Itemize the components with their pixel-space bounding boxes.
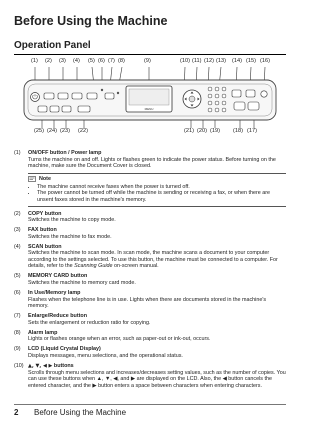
enlarge-reduce-button bbox=[105, 93, 114, 99]
list-item bbox=[14, 290, 286, 310]
callout-label: (18) bbox=[233, 128, 243, 134]
item-number: (5) bbox=[14, 273, 21, 280]
arrow-buttons-icon: ▲, ▼, ◀ ▶ bbox=[28, 362, 53, 369]
callout-label: (1) bbox=[31, 58, 38, 64]
list-item bbox=[14, 211, 286, 224]
note-bullet: • The power cannot be turned off while the machine is sending or receiving a fax, or when there are unsent faxes stored in the machine's memory. bbox=[37, 190, 286, 203]
callout-label: (2) bbox=[45, 58, 52, 64]
callout-label: (17) bbox=[247, 128, 257, 134]
item-number: (2) bbox=[14, 210, 21, 217]
fax-button bbox=[58, 93, 68, 99]
callout-label: (21) bbox=[184, 128, 194, 134]
callout-label: (10) bbox=[180, 58, 190, 64]
callout-label: (19) bbox=[210, 128, 220, 134]
list-item bbox=[14, 346, 286, 359]
callout-label: (14) bbox=[232, 58, 242, 64]
note-icon bbox=[28, 176, 36, 182]
item-number: (7) bbox=[14, 313, 21, 320]
scan-button bbox=[72, 93, 82, 99]
item-title: Enlarge/Reduce button bbox=[28, 313, 88, 320]
page-title: Before Using the Machine bbox=[14, 14, 168, 28]
page-footer bbox=[14, 404, 286, 417]
copy-button bbox=[44, 93, 54, 99]
callout-label: (4) bbox=[73, 58, 80, 64]
item-title: MEMORY CARD button bbox=[28, 273, 88, 280]
item-description: Turns the machine on and off. Lights or flashes green to indicate the power status. Before turning on the machine, make sure the Document Cover is closed. bbox=[28, 156, 276, 170]
panel-drawing bbox=[14, 66, 286, 132]
callout-label: (15) bbox=[246, 58, 256, 64]
item-description: Displays messages, menu selections, and the operational status. bbox=[28, 352, 183, 359]
list-item bbox=[14, 273, 286, 286]
item-list bbox=[14, 150, 286, 393]
callout-label: (7) bbox=[108, 58, 115, 64]
item-description: Switches the machine to copy mode. bbox=[28, 217, 116, 224]
callout-label: (12) bbox=[204, 58, 214, 64]
note-label: Note bbox=[39, 176, 51, 183]
item-number: (8) bbox=[14, 329, 21, 336]
item-description: Switches the machine to scan mode. In scan mode, the machine scans a document to your computer according to the settings selected. To use this button, the machine must be connected to a computer. For details, refer to the Scanning Guide on-screen manual. bbox=[28, 250, 278, 270]
callout-label: (16) bbox=[260, 58, 270, 64]
callout-label: (25) bbox=[34, 128, 44, 134]
item-description: Switches the machine to memory card mode. bbox=[28, 280, 136, 287]
note-bullets bbox=[28, 184, 286, 204]
section-title: Operation Panel bbox=[14, 40, 91, 51]
memory-card-button bbox=[87, 93, 97, 99]
list-item bbox=[14, 244, 286, 270]
footer-title: Before Using the Machine bbox=[34, 408, 127, 417]
section-rule bbox=[14, 54, 286, 55]
list-item bbox=[14, 330, 286, 343]
callout-label: (11) bbox=[192, 58, 202, 64]
item-number: (6) bbox=[14, 290, 21, 297]
diagram-bottom-labels bbox=[14, 128, 286, 138]
item-title: COPY button bbox=[28, 210, 62, 217]
item-description: Switches the machine to fax mode. bbox=[28, 233, 112, 240]
item-description: Scrolls through menu selections and increases/decreases setting values, such as the number of copies. You can use these buttons when ▲, ▼, ◀, and ▶ are displayed on the LCD. Also, the ◀ button cancels the entered character, and the ▶ button enters a space between characters when entering characters. bbox=[28, 369, 286, 389]
page-number: 2 bbox=[14, 408, 19, 417]
item-number: (3) bbox=[14, 227, 21, 234]
callout-label: (13) bbox=[216, 58, 226, 64]
operation-panel-diagram bbox=[14, 58, 286, 144]
list-item bbox=[14, 313, 286, 326]
item-title: Alarm lamp bbox=[28, 329, 58, 336]
item-description: Flashes when the telephone line is in use. Lights when there are documents stored in the machine's memory. bbox=[28, 296, 267, 310]
callout-label: (5) bbox=[88, 58, 95, 64]
callout-label: (22) bbox=[78, 128, 88, 134]
item-title: In Use/Memory lamp bbox=[28, 290, 81, 297]
power-button-icon bbox=[31, 93, 40, 102]
item-number: (10) bbox=[14, 362, 24, 369]
item-title: ON/OFF button / Power lamp bbox=[28, 150, 102, 156]
item-title: ▲, ▼, ◀ ▶ buttons bbox=[28, 362, 74, 369]
lcd-label: MENU bbox=[144, 107, 154, 111]
callout-label: (9) bbox=[144, 58, 151, 64]
list-item bbox=[14, 227, 286, 240]
list-item bbox=[14, 363, 286, 389]
item-title: FAX button bbox=[28, 227, 57, 234]
item-number: (4) bbox=[14, 243, 21, 250]
item-title: SCAN button bbox=[28, 243, 62, 250]
callout-label: (20) bbox=[197, 128, 207, 134]
callout-label: (3) bbox=[59, 58, 66, 64]
note-box bbox=[28, 173, 286, 206]
callout-label: (8) bbox=[118, 58, 125, 64]
item-title: LCD (Liquid Crystal Display) bbox=[28, 346, 101, 353]
note-bullet: • The machine cannot receive faxes when the power is turned off. bbox=[37, 184, 286, 191]
callout-label: (23) bbox=[60, 128, 70, 134]
list-item bbox=[14, 150, 286, 170]
item-description: Sets the enlargement or reduction ratio for copying. bbox=[28, 319, 151, 326]
item-number: (9) bbox=[14, 346, 21, 353]
stop-button-icon bbox=[261, 91, 267, 97]
item-description: Lights or flashes orange when an error, such as paper-out or ink-out, occurs. bbox=[28, 336, 211, 343]
callout-label: (6) bbox=[98, 58, 105, 64]
callout-label: (24) bbox=[47, 128, 57, 134]
scanning-guide-reference: Scanning Guide bbox=[74, 263, 113, 270]
item-number: (1) bbox=[14, 150, 21, 156]
